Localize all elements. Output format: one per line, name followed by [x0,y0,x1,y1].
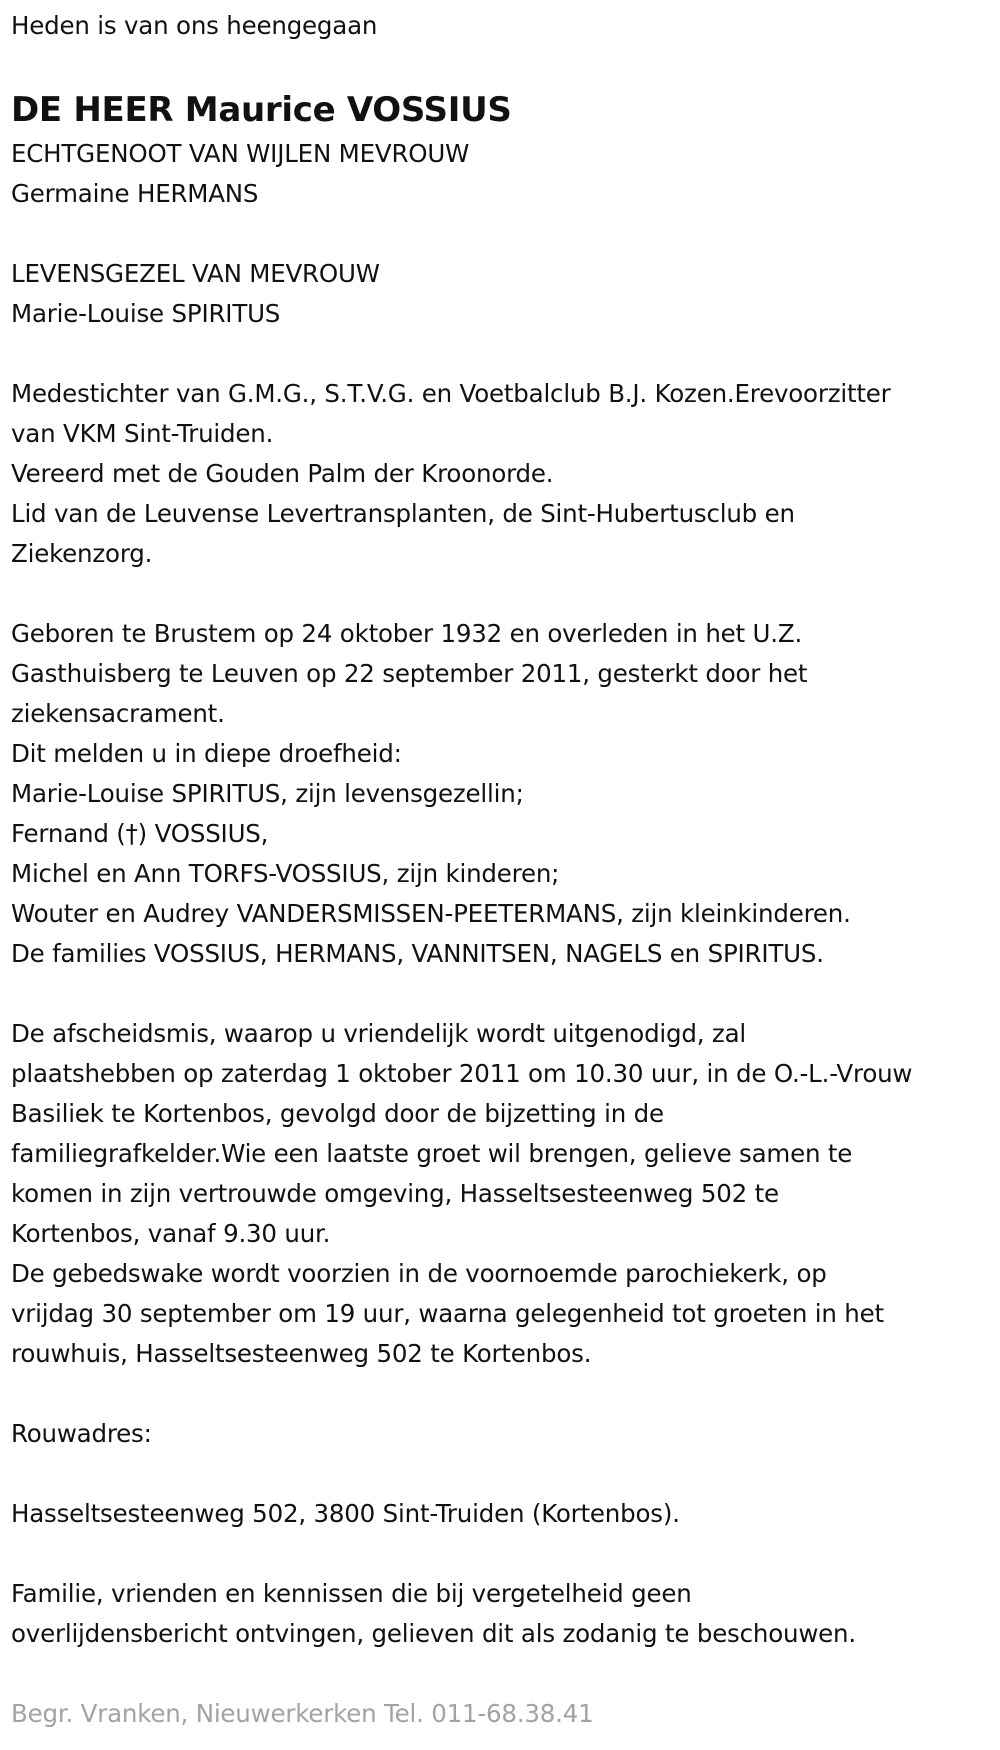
funeral-line: De afscheidsmis, waarop u vriendelijk wordt uitgenodigd, zal [11,1019,746,1048]
honors-line: Medestichter van G.M.G., S.T.V.G. en Voetbalclub B.J. Kozen.Erevoorzitter [11,379,891,408]
notice-line: Familie, vrienden en kennissen die bij vergetelheid geen [11,1579,692,1608]
spacer [11,1654,1000,1694]
address-label: Rouwadres: [11,1419,152,1448]
honors-line: Vereerd met de Gouden Palm der Kroonorde. [11,459,554,488]
birth-death-section [11,614,1000,734]
spacer [11,334,1000,374]
honors-line: Ziekenzorg. [11,539,153,568]
spacer [11,46,1000,86]
spacer [11,574,1000,614]
spacer [11,214,1000,254]
spacer [11,974,1000,1014]
notice-line: overlijdensbericht ontvingen, gelieven dit als zodanig te beschouwen. [11,1619,856,1648]
birth-death-line: Gasthuisberg te Leuven op 22 september 2011, gesterkt door het [11,659,808,688]
funeral-line: Basiliek te Kortenbos, gevolgd door de bijzetting in de [11,1099,664,1128]
partner-name: Marie-Louise SPIRITUS [11,299,281,328]
honors-section [11,374,1000,574]
funeral-line: De gebedswake wordt voorzien in de voornoemde parochiekerk, op [11,1259,827,1288]
mourner-item: Michel en Ann TORFS-VOSSIUS, zijn kinderen; [11,859,560,888]
notice-section [11,1574,1000,1654]
funeral-line: vrijdag 30 september om 19 uur, waarna gelegenheid tot groeten in het [11,1299,884,1328]
funeral-line: familiegrafkelder.Wie een laatste groet wil brengen, gelieve samen te [11,1139,853,1168]
honors-line: Lid van de Leuvense Levertransplanten, de Sint-Hubertusclub en [11,499,795,528]
mourner-item: Wouter en Audrey VANDERSMISSEN-PEETERMANS, zijn kleinkinderen. [11,899,851,928]
mourner-item: Marie-Louise SPIRITUS, zijn levensgezellin; [11,779,524,808]
honors-line: van VKM Sint-Truiden. [11,419,274,448]
spouse-name: Germaine HERMANS [11,179,259,208]
spacer [11,1454,1000,1494]
funeral-line: rouwhuis, Hasseltsesteenweg 502 te Kortenbos. [11,1339,592,1368]
mourners-list [11,774,1000,974]
mourners-intro: Dit melden u in diepe droefheid: [11,739,402,768]
birth-death-line: Geboren te Brustem op 24 oktober 1932 en overleden in het U.Z. [11,619,803,648]
partner-label: LEVENSGEZEL VAN MEVROUW [11,259,380,288]
funeral-section [11,1014,1000,1374]
spouse-label: ECHTGENOOT VAN WIJLEN MEVROUW [11,139,470,168]
mourning-address: Hasseltsesteenweg 502, 3800 Sint-Truiden (Kortenbos). [11,1499,680,1528]
spacer [11,1374,1000,1414]
funeral-line: Kortenbos, vanaf 9.30 uur. [11,1219,331,1248]
mourner-item: Fernand (†) VOSSIUS, [11,819,269,848]
intro-text: Heden is van ons heengegaan [11,11,378,40]
birth-death-line: ziekensacrament. [11,699,225,728]
funeral-director-footer: Begr. Vranken, Nieuwerkerken Tel. 011-68.38.41 [11,1699,594,1728]
spacer [11,1534,1000,1574]
deceased-name-title: DE HEER Maurice VOSSIUS [11,90,512,130]
funeral-line: plaatshebben op zaterdag 1 oktober 2011 om 10.30 uur, in de O.-L.-Vrouw [11,1059,913,1088]
mourner-item: De families VOSSIUS, HERMANS, VANNITSEN, NAGELS en SPIRITUS. [11,939,824,968]
funeral-line: komen in zijn vertrouwde omgeving, Hasseltsesteenweg 502 te [11,1179,779,1208]
